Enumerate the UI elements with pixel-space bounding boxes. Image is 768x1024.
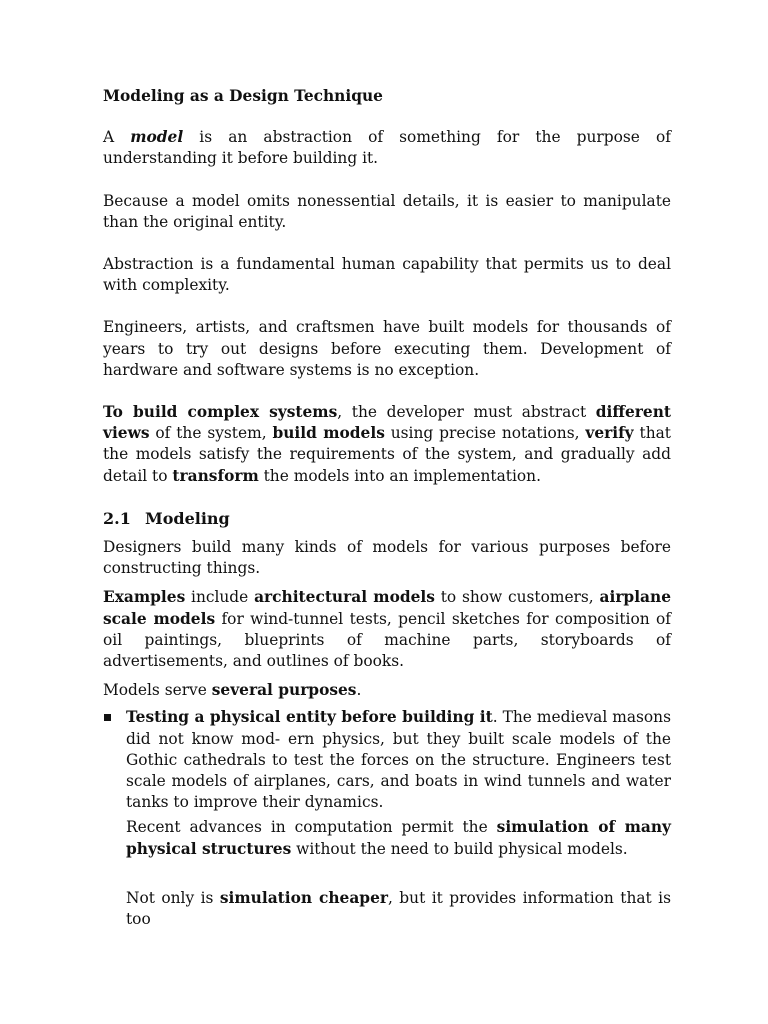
text: of the system, <box>149 424 273 443</box>
bold-text: transform <box>172 466 259 485</box>
bold-text: airplane scale models <box>103 588 671 628</box>
text: , the developer must abstract <box>337 403 596 422</box>
text: to show customers, <box>434 588 600 607</box>
square-bullet-icon <box>104 714 111 721</box>
text: . The medieval masons did not know mod- ern physics, but they built scale models of the Gothic cathedrals to test the forces on the structure. Engineers test scale models of airplanes, cars, and boats in wind tunnels and water tanks to improve their dynamics. <box>126 708 671 812</box>
paragraph-abstraction: Abstraction is a fundamental human capability that permits us to deal with complexity. <box>103 255 671 295</box>
section-heading <box>103 508 671 529</box>
text: A <box>103 128 131 147</box>
bold-text: architectural models <box>254 588 435 607</box>
bold-text: simulation cheaper <box>219 888 388 907</box>
section-number: 2.1 <box>103 508 131 528</box>
paragraph-engineers-models: Engineers, artists, and craftsmen have built models for thousands of years to try out designs before executing them. Development of hardware and software systems is no exception. <box>103 318 671 379</box>
bullet-item-testing <box>103 707 671 930</box>
bold-text: Testing a physical entity before building it <box>126 708 493 727</box>
bold-text: verify <box>585 424 634 443</box>
section-title: Modeling <box>145 508 230 528</box>
text: , but it provides information that is too <box>126 888 671 929</box>
bullet-paragraph-cheaper <box>126 888 671 930</box>
text: the models into an implementation. <box>258 466 541 485</box>
bullet-paragraph <box>126 707 671 813</box>
bold-text: simulation of many physical structures <box>126 818 671 858</box>
paragraph-designers: Designers build many kinds of models for various purposes before constructing things. <box>103 538 671 578</box>
bold-text: different views <box>103 403 671 443</box>
text: that the models satisfy the requirements of the system, and gradually add detail to <box>103 424 671 485</box>
bold-text: Examples <box>103 588 186 607</box>
text: Models serve <box>103 681 212 700</box>
text: without the need to build physical models. <box>291 839 628 858</box>
paragraph-purposes <box>103 680 671 701</box>
text: . <box>356 681 362 700</box>
document-title: Modeling as a Design Technique <box>103 87 383 105</box>
paragraph-examples <box>103 587 671 672</box>
bullet-paragraph-simulation <box>126 817 671 859</box>
paragraph-model-definition <box>103 127 671 169</box>
paragraph-complex-systems <box>103 402 671 487</box>
text: include <box>185 588 255 607</box>
bold-text: several purposes <box>211 681 357 700</box>
text: using precise notations, <box>384 424 586 443</box>
bold-text: build models <box>272 424 385 443</box>
bold-text: To build complex systems <box>103 403 338 422</box>
document-page <box>103 86 671 930</box>
text: Not only is <box>126 888 220 907</box>
paragraph-nonessential-details: Because a model omits nonessential details, it is easier to manipulate than the original entity. <box>103 191 671 231</box>
emphasis-model: model <box>130 128 184 147</box>
text: Recent advances in computation permit the <box>126 818 497 837</box>
text: is an abstraction of something for the purpose of understanding it before building it. <box>103 128 671 168</box>
text: for wind-tunnel tests, pencil sketches for composition of oil paintings, blueprints of machine parts, storyboards of advertisements, and outlines of books. <box>103 609 671 671</box>
